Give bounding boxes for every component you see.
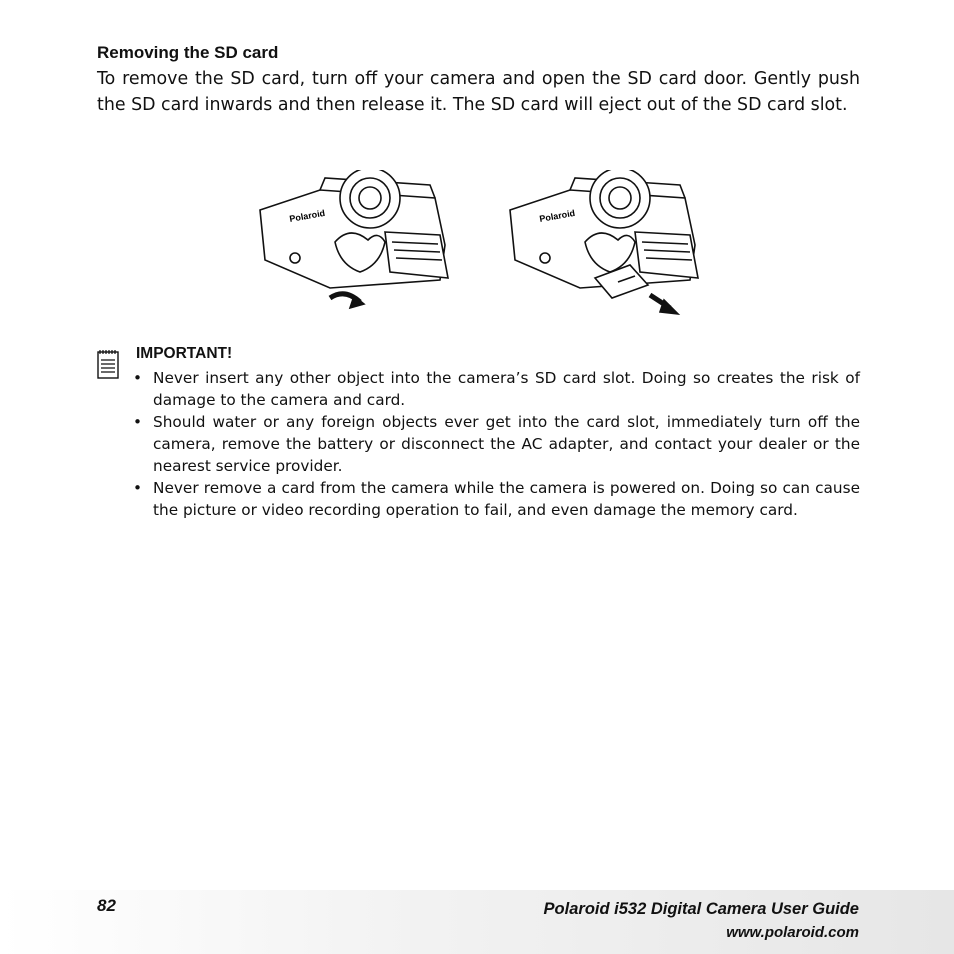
bullet-glyph: • [133, 479, 143, 497]
sd-card-removal-illustration [250, 170, 700, 320]
important-list [131, 367, 860, 521]
bullet-glyph: • [133, 413, 143, 431]
section-title: Removing the SD card [97, 43, 279, 62]
list-item [131, 477, 860, 521]
list-item [131, 411, 860, 477]
intro-paragraph: To remove the SD card, turn off your camera and open the SD card door. Gently push the SD card inwards and then release it. The SD card will eject out of the SD card slot. [97, 69, 860, 115]
list-item [131, 367, 860, 411]
page-number: 82 [97, 896, 116, 915]
camera-brand-right: Polaroid [538, 207, 576, 224]
camera-open-door-figure [260, 170, 448, 308]
bullet-glyph: • [133, 369, 143, 387]
list-item-text: Never insert any other object into the camera’s SD card slot. Doing so creates the risk of damage to the camera and card. [153, 369, 860, 409]
guide-title: Polaroid i532 Digital Camera User Guide [543, 900, 859, 918]
list-item-text: Should water or any foreign objects ever get into the card slot, immediately turn off the camera, remove the battery or disconnect the AC adapter, and contact your dealer or the nearest service provider. [153, 413, 860, 475]
notepad-icon [97, 349, 119, 379]
camera-card-ejected-figure [510, 170, 698, 314]
camera-brand-left: Polaroid [288, 207, 326, 224]
important-heading: IMPORTANT! [136, 345, 233, 362]
website-url: www.polaroid.com [726, 924, 859, 941]
list-item-text: Never remove a card from the camera while the camera is powered on. Doing so can cause the picture or video recording operation to fail, and even damage the memory card. [153, 479, 860, 519]
